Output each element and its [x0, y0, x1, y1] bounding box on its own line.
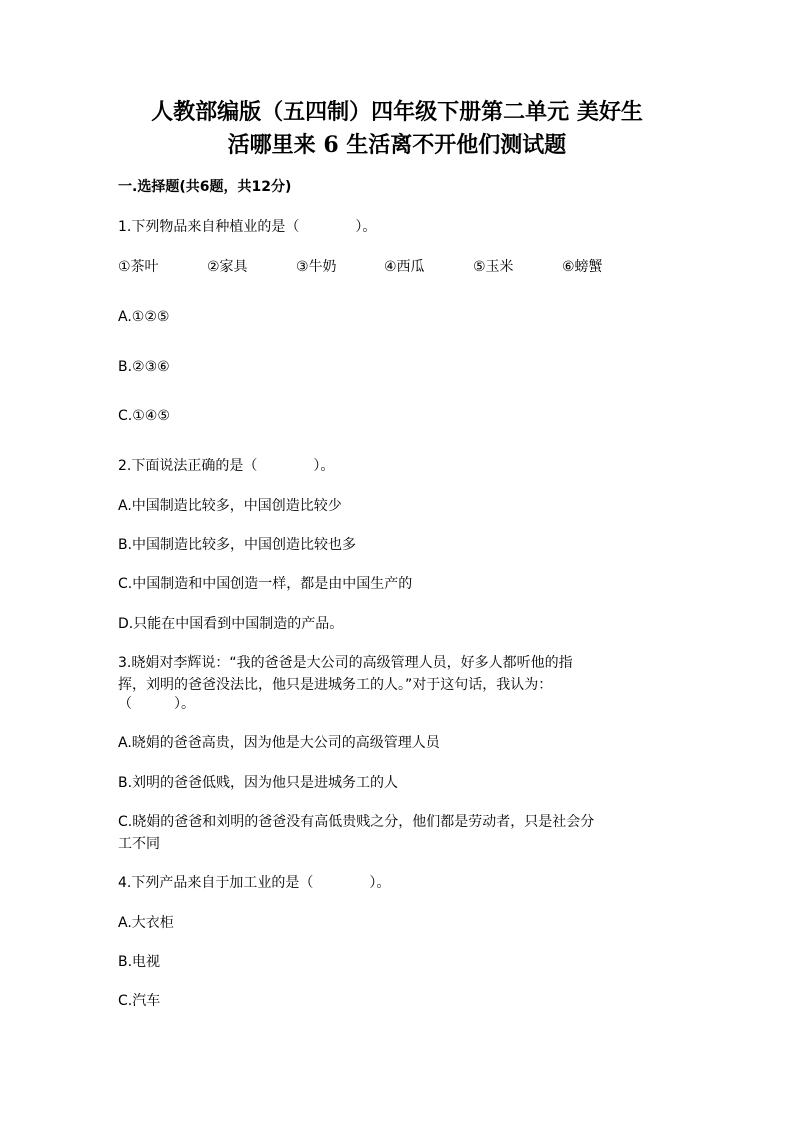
question-2-option-d: D.只能在中国看到中国制造的产品。 [118, 616, 344, 632]
question-3-option-b: B.刘明的爸爸低贱，因为他只是进城务工的人 [118, 775, 399, 791]
document-title-line-1: 人教部编版（五四制）四年级下册第二单元 美好生 [151, 99, 643, 125]
question-4-option-b: B.电视 [118, 954, 161, 970]
question-1-item: ⑥螃蟹 [562, 259, 603, 275]
question-2-option-c: C.中国制造和中国创造一样，都是由中国生产的 [118, 576, 413, 592]
question-4-option-a: A.大衣柜 [118, 915, 174, 931]
question-1-option-c: C.①④⑤ [118, 408, 170, 424]
section-heading: 一.选择题(共6题，共12分) [118, 179, 292, 195]
question-3-stem-line-2: 挥，刘明的爸爸没法比，他只是进城务工的人。”对于这句话，我认为： [118, 677, 553, 693]
document-title-line-2: 活哪里来 6 生活离不开他们测试题 [227, 132, 567, 158]
question-3-option-a: A.晓娟的爸爸高贵，因为他是大公司的高级管理人员 [118, 735, 440, 751]
question-1-item: ④西瓜 [384, 259, 425, 275]
question-2-option-a: A.中国制造比较多，中国创造比较少 [118, 498, 342, 514]
question-3-stem-line-3: （ ）。 [118, 696, 195, 712]
question-3-option-c-line-2: 工不同 [118, 836, 160, 852]
question-1-stem: 1.下列物品来自种植业的是（ ）。 [118, 219, 377, 235]
question-1-option-b: B.②③⑥ [118, 359, 170, 375]
question-1-option-a: A.①②⑤ [118, 309, 170, 325]
question-4-option-c: C.汽车 [118, 993, 161, 1009]
question-3-stem-line-1: 3.晓娟对李辉说：“我的爸爸是大公司的高级管理人员，好多人都听他的指 [118, 655, 573, 671]
question-1-item: ⑤玉米 [473, 259, 514, 275]
question-1-item: ①茶叶 [118, 259, 159, 275]
question-2-option-b: B.中国制造比较多，中国创造比较也多 [118, 537, 357, 553]
question-2-stem: 2.下面说法正确的是（ ）。 [118, 458, 335, 474]
question-1-item: ③牛奶 [296, 259, 337, 275]
question-4-stem: 4.下列产品来自于加工业的是（ ）。 [118, 875, 391, 891]
question-1-item: ②家具 [207, 259, 248, 275]
question-3-option-c-line-1: C.晓娟的爸爸和刘明的爸爸没有高低贵贱之分，他们都是劳动者，只是社会分 [118, 814, 595, 830]
